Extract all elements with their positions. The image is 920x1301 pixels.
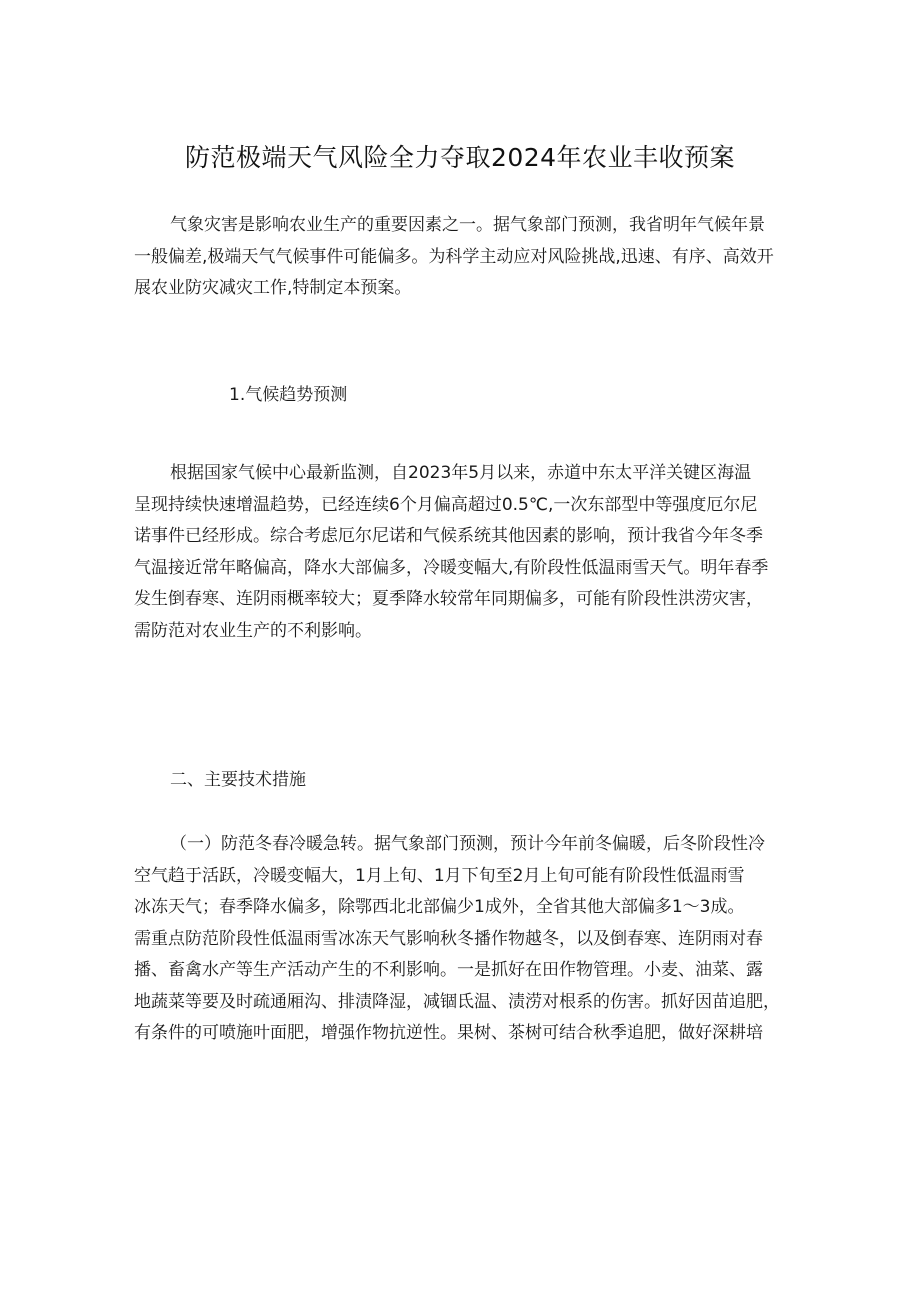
climate-line: 诺事件已经形成。综合考虑厄尔尼诺和气候系统其他因素的影响，预计我省今年冬季 (134, 526, 763, 546)
section-heading-technical-measures: 二、主要技术措施 (170, 770, 306, 790)
climate-line: 发生倒春寒、连阴雨概率较大；夏季降水较常年同期偏多，可能有阶段性洪涝灾害， (134, 589, 763, 609)
intro-line: 展农业防灾减灾工作,特制定本预案。 (134, 278, 412, 298)
intro-paragraph (134, 210, 792, 305)
measures-line: 有条件的可喷施叶面肥，增强作物抗逆性。果树、茶树可结合秋季追肥，做好深耕培 (134, 1023, 763, 1043)
section-heading-climate-trend: 1.气候趋势预测 (229, 385, 348, 405)
measures-line: 地蔬菜等要及时疏通厢沟、排渍降湿，减锢氐温、渍涝对根系的伤害。抓好因苗追肥， (134, 991, 780, 1012)
measures-line: 播、畜禽水产等生产活动产生的不利影响。一是抓好在田作物管理。小麦、油菜、露 (134, 960, 763, 980)
climate-line: 需防范对农业生产的不利影响。 (134, 620, 372, 641)
technical-measures-paragraph (134, 829, 792, 1050)
intro-line: 一般偏差,极端天气气候事件可能偏多。为科学主动应对风险挑战,迅速、有序、高效开 (134, 246, 774, 267)
measures-line: 需重点防范阶段性低温雨雪冰冻天气影响秋冬播作物越冬，以及倒春寒、连阴雨对春 (134, 928, 763, 949)
measures-line: 冰冻天气；春季降水偏多，除鄂西北北部偏少1成外，全省其他大部偏多1〜3成。 (134, 897, 745, 917)
climate-trend-paragraph (134, 458, 792, 647)
intro-line: 气象灾害是影响农业生产的重要因素之一。据气象部门预测，我省明年气候年景 (170, 215, 765, 235)
climate-line: 呈现持续快速增温趋势，已经连续6个月偏高超过0.5℃,一次东部型中等强度厄尔尼 (134, 494, 758, 515)
measures-line: （一）防范冬春冷暖急转。据气象部门预测，预计今年前冬偏暖，后冬阶段性冷 (170, 834, 765, 854)
climate-line: 根据国家气候中心最新监测，自2023年5月以来，赤道中东太平洋关键区海温 (170, 463, 752, 483)
measures-line: 空气趋于活跃，冷暖变幅大，1月上旬、1月下旬至2月上旬可能有阶段性低温雨雪 (134, 865, 745, 886)
document-title: 防范极端天气风险全力夺取2024年农业丰收预案 (184, 143, 736, 172)
climate-line: 气温接近常年略偏高，降水大部偏多，冷暖变幅大,有阶段性低温雨雪天气。明年春季 (134, 557, 769, 578)
